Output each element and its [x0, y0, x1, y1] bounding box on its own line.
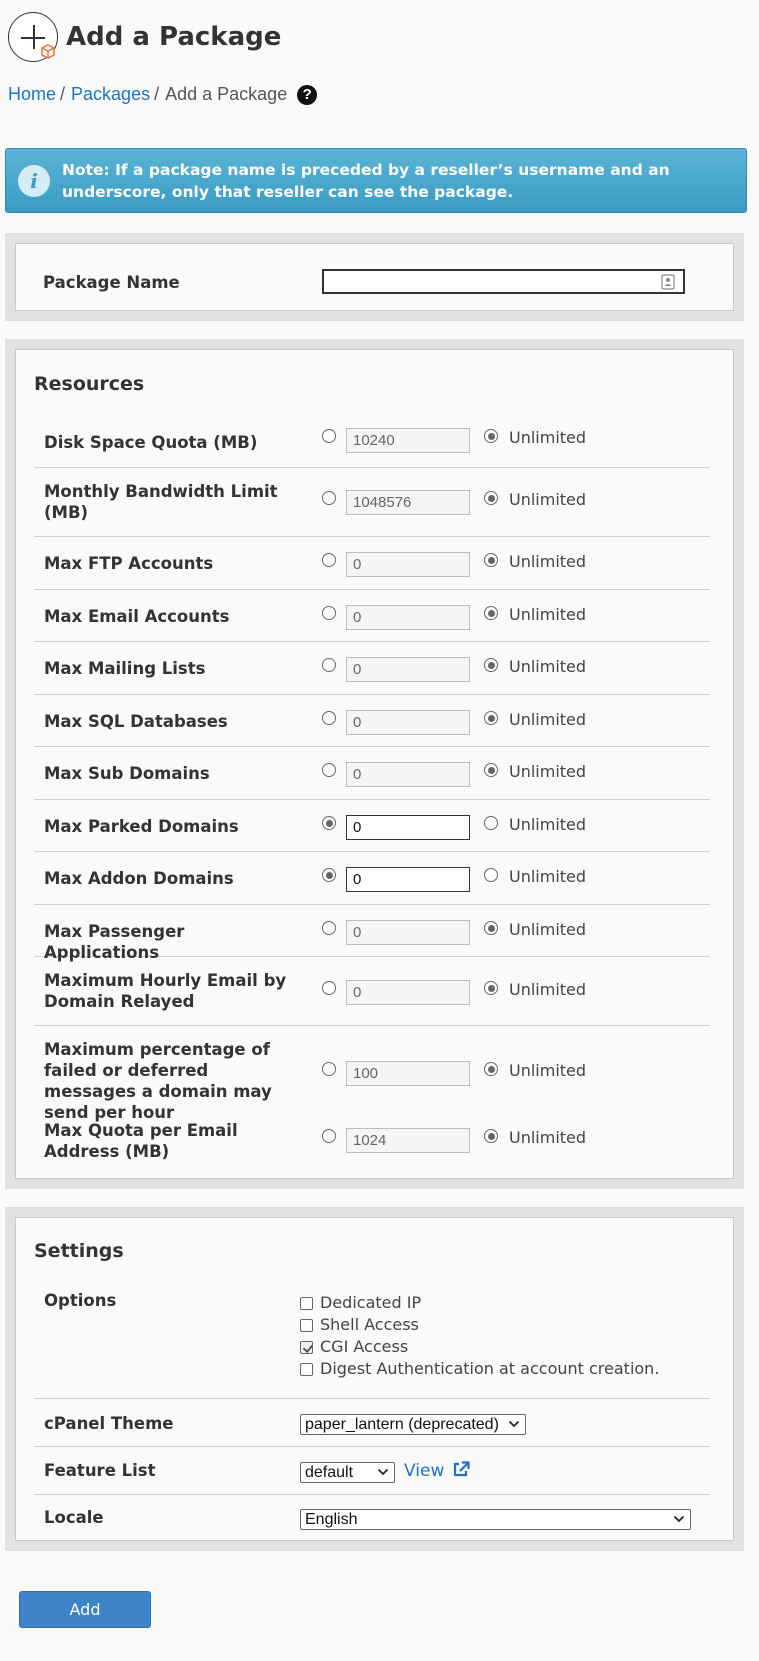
info-note: [5, 148, 747, 213]
chevron-down-icon: [377, 1467, 389, 1477]
unlimited-radio[interactable]: [484, 981, 498, 995]
resource-row-email-quota: Max Quota per Email Address (MB) 1024 Unlimited: [44, 1121, 587, 1161]
settings-row-feature-list: [34, 1447, 710, 1495]
limit-input[interactable]: 10240: [346, 428, 470, 453]
resource-row-sql: Max SQL Databases 0 Unlimited: [34, 695, 710, 747]
resource-row-subdomains: Max Sub Domains 0 Unlimited: [34, 747, 710, 800]
breadcrumb-current: Add a Package: [165, 84, 288, 104]
limit-radio[interactable]: [322, 1129, 336, 1143]
resource-row-failed-pct: Maximum percentage of failed or deferred messages a domain may send per hour 100 Unlimited: [44, 1040, 587, 1122]
settings-title: Settings: [34, 1240, 124, 1262]
unlimited-radio[interactable]: [484, 816, 498, 830]
resource-row-hourly-email: Maximum Hourly Email by Domain Relayed 0 Unlimited: [34, 957, 710, 1026]
breadcrumb-packages-link[interactable]: Packages: [71, 84, 151, 104]
package-name-input[interactable]: [322, 269, 685, 294]
limit-input[interactable]: 0: [346, 920, 470, 945]
resources-panel: [5, 339, 744, 1189]
resource-row-mailing-lists: Max Mailing Lists 0 Unlimited: [34, 642, 710, 695]
unlimited-radio[interactable]: [484, 491, 498, 505]
options-label: Options: [44, 1291, 117, 1310]
option-digest-auth[interactable]: Digest Authentication at account creation.: [300, 1358, 659, 1380]
add-button[interactable]: Add: [19, 1591, 151, 1628]
limit-input[interactable]: 100: [346, 1061, 470, 1086]
limit-radio[interactable]: [322, 711, 336, 725]
dedicated-ip-checkbox[interactable]: [300, 1297, 313, 1310]
unlimited-radio[interactable]: [484, 711, 498, 725]
option-shell-access[interactable]: Shell Access: [300, 1314, 659, 1336]
unlimited-radio[interactable]: [484, 606, 498, 620]
settings-row-theme: [34, 1399, 710, 1447]
option-cgi-access[interactable]: CGI Access: [300, 1336, 659, 1358]
external-link-icon: [452, 1461, 470, 1478]
limit-radio[interactable]: [322, 553, 336, 567]
contact-card-icon: [661, 274, 675, 290]
limit-radio[interactable]: [322, 606, 336, 620]
limit-input[interactable]: 0: [346, 815, 470, 840]
unlimited-radio[interactable]: [484, 868, 498, 882]
unlimited-radio[interactable]: [484, 658, 498, 672]
unlimited-radio[interactable]: [484, 921, 498, 935]
chevron-down-icon: [673, 1514, 685, 1524]
breadcrumb-home-link[interactable]: Home: [8, 84, 57, 104]
settings-row-locale: [34, 1495, 710, 1543]
resource-row-email: Max Email Accounts 0 Unlimited: [34, 590, 710, 642]
theme-label: cPanel Theme: [44, 1414, 174, 1433]
limit-radio[interactable]: [322, 658, 336, 672]
limit-input[interactable]: 0: [346, 710, 470, 735]
limit-radio[interactable]: [322, 816, 336, 830]
shell-access-checkbox[interactable]: [300, 1319, 313, 1332]
feature-list-view-link[interactable]: View: [404, 1461, 470, 1481]
theme-select[interactable]: paper_lantern (deprecated): [300, 1414, 526, 1435]
locale-label: Locale: [44, 1508, 104, 1527]
limit-input[interactable]: 1024: [346, 1128, 470, 1153]
unlimited-radio[interactable]: [484, 1129, 498, 1143]
unlimited-radio[interactable]: [484, 553, 498, 567]
limit-input[interactable]: 0: [346, 980, 470, 1005]
info-icon: i: [18, 165, 50, 197]
add-package-icon: [8, 12, 58, 62]
help-icon[interactable]: ?: [297, 85, 317, 105]
limit-input[interactable]: 0: [346, 552, 470, 577]
unlimited-radio[interactable]: [484, 1062, 498, 1076]
limit-input[interactable]: 1048576: [346, 490, 470, 515]
options-list: [300, 1292, 659, 1380]
resource-row-disk-space: Disk Space Quota (MB) 10240 Unlimited: [34, 412, 710, 468]
option-dedicated-ip[interactable]: Dedicated IP: [300, 1292, 659, 1314]
locale-select[interactable]: English: [300, 1509, 691, 1530]
breadcrumb: Home / Packages / Add a Package ?: [8, 84, 317, 105]
resource-row-bandwidth: Monthly Bandwidth Limit (MB) 1048576 Unlimited: [34, 468, 710, 537]
note-text: Note: If a package name is preceded by a reseller’s username and an underscore, only that reseller can see the package.: [62, 160, 670, 201]
resource-row-parked: Max Parked Domains 0 Unlimited: [34, 800, 710, 852]
resource-row-ftp: Max FTP Accounts 0 Unlimited: [34, 537, 710, 590]
resources-title: Resources: [34, 373, 145, 395]
limit-radio[interactable]: [322, 1062, 336, 1076]
limit-input[interactable]: 0: [346, 762, 470, 787]
feature-list-select[interactable]: default: [300, 1462, 395, 1483]
limit-radio[interactable]: [322, 429, 336, 443]
limit-radio[interactable]: [322, 763, 336, 777]
limit-input[interactable]: 0: [346, 657, 470, 682]
limit-radio[interactable]: [322, 868, 336, 882]
chevron-down-icon: [508, 1419, 520, 1429]
settings-row-options: [34, 1280, 710, 1399]
unlimited-radio[interactable]: [484, 763, 498, 777]
limit-radio[interactable]: [322, 921, 336, 935]
feature-list-label: Feature List: [44, 1461, 156, 1480]
page-header: [8, 12, 281, 62]
package-name-label: Package Name: [43, 273, 180, 292]
settings-panel: [5, 1207, 744, 1551]
limit-radio[interactable]: [322, 981, 336, 995]
resource-row-addon: Max Addon Domains 0 Unlimited: [34, 852, 710, 905]
unlimited-radio[interactable]: [484, 429, 498, 443]
limit-radio[interactable]: [322, 491, 336, 505]
package-name-panel: [5, 233, 744, 321]
resource-row-passenger: Max Passenger Applications 0 Unlimited: [34, 905, 710, 957]
page-title: Add a Package: [66, 22, 282, 52]
digest-auth-checkbox[interactable]: [300, 1363, 313, 1376]
limit-input[interactable]: 0: [346, 605, 470, 630]
cgi-access-checkbox[interactable]: [300, 1341, 313, 1354]
limit-input[interactable]: 0: [346, 867, 470, 892]
